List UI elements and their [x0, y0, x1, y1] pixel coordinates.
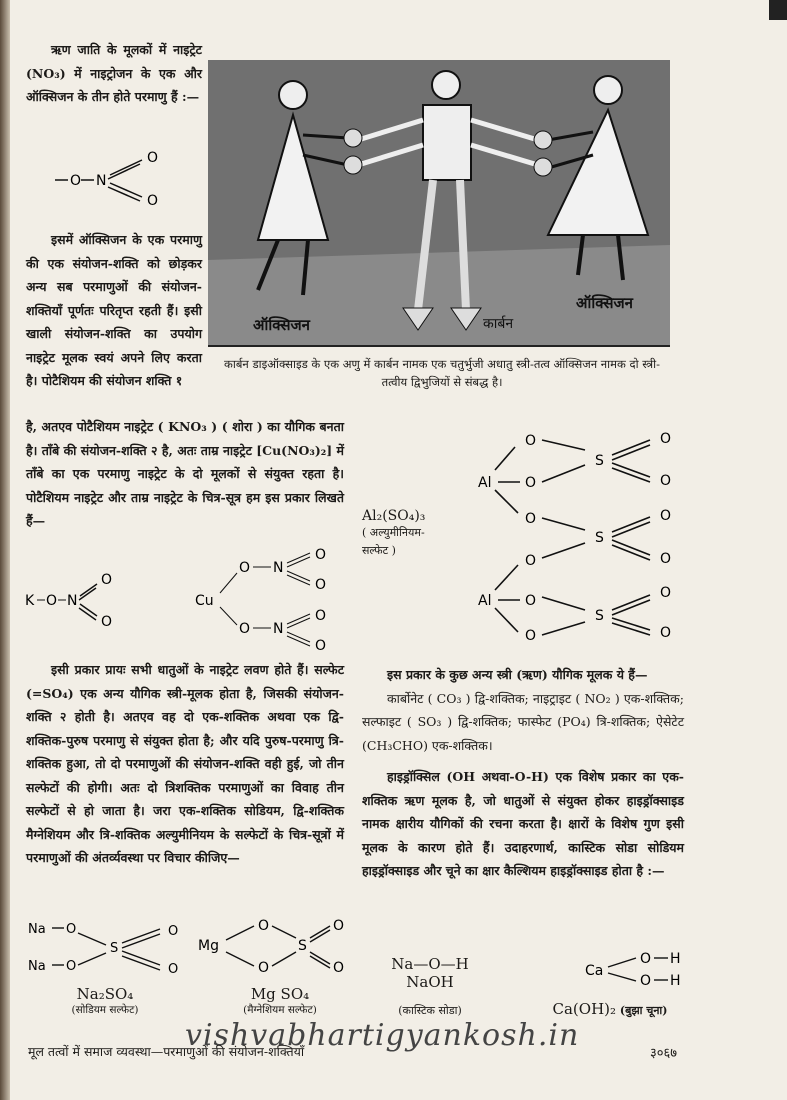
sodium-sulfate-name: (सोडियम सल्फेट) — [71, 1004, 139, 1016]
atom-label: S — [595, 608, 604, 624]
calcium-hydroxide-label — [525, 1000, 695, 1018]
nitrate-structure — [50, 145, 170, 215]
magnesium-sulfate-name: (मैग्नेशियम सल्फेट) — [243, 1004, 317, 1016]
atom-label: O — [525, 475, 537, 491]
atom-label: O — [660, 431, 672, 447]
sodium-hydroxide-formula: NaOH — [406, 973, 454, 991]
sodium-sulfate-label — [45, 985, 165, 1017]
atom-label: O — [239, 560, 251, 576]
page-corner — [769, 0, 787, 20]
atom-label: O — [640, 951, 652, 967]
label-oxygen-right: ऑक्सिजन — [576, 294, 633, 312]
paragraph-nitrates: है, अतएव पोटैशियम नाइट्रेट ( KNO₃ ) ( शोरा ) का यौगिक बनता है। ताँबे की संयोजन-शक्ति २ है, अतः ताम्र नाइट्रेट [Cu(NO₃)₂] में ताँबे का एक परमाणु नाइट्रेट के दो मूलकों से संयुक्त रहता है। पोटैशियम नाइट्रेट और ताम्र नाइट्रेट के चित्र-सूत्र हम इस प्रकार लिखते हैं— — [26, 419, 345, 528]
atom-label: Cu — [195, 593, 214, 609]
atom-label: O — [525, 553, 537, 569]
atom-label: O — [315, 577, 327, 593]
paragraph-radicals-list: कार्बोनेट ( CO₃ ) द्वि-शक्तिक; नाइट्राइट ( NO₂ ) एक-शक्तिक; सल्फाइट ( SO₃ ) द्वि-शक्तिक; फास्फेट (PO₄) त्रि-शक्तिक; ऐसेटेट (CH₃CHO) एक-शक्तिक। — [362, 690, 684, 753]
sodium-sulfate-structure — [28, 915, 188, 985]
label-oxygen-left: ऑक्सिजन — [253, 316, 310, 334]
paragraph-hydroxyl: हाइड्रॉक्सिल (OH अथवा-O-H) एक विशेष प्रकार का एक-शक्तिक ऋण मूलक है, जो धातुओं से संयुक्त होकर हाइड्रॉक्साइड नामक क्षारीय यौगिकों की रचना करता है। क्षारों के विशेष गुण इसी मूलक के कारण होते हैं। उदाहरणार्थ, कास्टिक सोडा सोडियम हाइड्रॉक्साइड और चूने का क्षार कैल्शियम हाइड्रॉक्साइड होता है :— — [362, 769, 684, 878]
atom-label: H — [670, 973, 681, 989]
atom-label: Al — [478, 593, 492, 609]
left-column-top — [26, 38, 202, 109]
atom-label: S — [595, 530, 604, 546]
right-column-bottom — [362, 663, 684, 883]
atom-label: Mg — [198, 938, 219, 954]
left-column-mid — [26, 228, 202, 393]
atom-label: O — [660, 625, 672, 641]
potassium-nitrate-structure — [25, 560, 125, 630]
atom-label: O — [168, 924, 179, 939]
atom-label: O — [70, 173, 82, 189]
atom-label: O — [101, 572, 113, 588]
atom-label: N — [273, 621, 284, 637]
atom-label: O — [525, 511, 537, 527]
sodium-sulfate-formula: Na₂SO₄ — [76, 985, 134, 1003]
aluminium-sulfate-label — [362, 508, 457, 560]
atom-label: O — [168, 962, 179, 977]
atom-label: O — [640, 973, 652, 989]
magnesium-sulfate-structure — [198, 910, 358, 985]
atom-label: O — [333, 918, 345, 934]
atom-label: Al — [478, 475, 492, 491]
atom-label: Ca — [585, 963, 604, 979]
atom-label: O — [525, 433, 537, 449]
label-carbon: कार्बन — [483, 316, 514, 332]
left-column-bottom — [26, 658, 344, 870]
atom-label: O — [66, 959, 77, 974]
running-title: मूल तत्वों में समाज व्यवस्था—परमाणुओं की संयोजन-शक्तियाँ — [28, 1044, 305, 1059]
atom-label: N — [273, 560, 284, 576]
copper-nitrate-structure — [195, 545, 345, 655]
paragraph-radicals-intro: इस प्रकार के कुछ अन्य स्त्री (ऋण) यौगिक मूलक ये हैं— — [387, 667, 648, 682]
atom-label: O — [525, 593, 537, 609]
atom-label: O — [147, 193, 159, 209]
atom-label: O — [660, 551, 672, 567]
aluminium-sulfate-formula: Al₂(SO₄)₃ — [362, 508, 426, 524]
paragraph-valency: इसमें ऑक्सिजन के एक परमाणु की एक संयोजन-शक्ति को छोड़कर अन्य सब परमाणुओं की संयोजन-शक्तियाँ पूर्णतः परितृप्त रहती हैं। इसी खाली संयोजन-शक्ति का उपयोग नाइट्रेट मूलक स्वयं अपने लिए करता है। पोटैशियम की संयोजन शक्ति १ — [26, 232, 202, 388]
atom-label: O — [660, 473, 672, 489]
figure-caption: कार्बन डाइऑक्साइड के एक अणु में कार्बन नामक एक चतुर्भुजी अधातु स्त्री-तत्व ऑक्सिजन नामक दो स्त्री-तत्वीय द्विभुजियों से संबद्ध है। — [224, 357, 660, 389]
atom-label: O — [101, 614, 113, 630]
page-number: ३०६७ — [650, 1046, 678, 1061]
atom-label: H — [670, 951, 681, 967]
aluminium-sulfate-structure — [470, 425, 685, 650]
calcium-hydroxide-formula: Ca(OH)₂ — [552, 1000, 617, 1018]
paragraph-sulfates: इसी प्रकार प्रायः सभी धातुओं के नाइट्रेट लवण होते हैं। सल्फेट (=SO₄) एक अन्य यौगिक स्त्री-मूलक होता है, जिसकी संयोजन-शक्ति २ होती है। अतएव वह दो एक-शक्तिक अथवा एक द्वि-शक्तिक-पुरुष परमाणु से संयुक्त होता है; और यदि पुरुष-परमाणु त्रि-शक्तिक हुआ, तो दो परमाणुओं की संयोजन-शक्ति वही हुई, जो तीन सल्फेटों की होगी। अतः दो त्रिशक्तिक परमाणुओं का विवाह तीन सल्फेटों से हो जाता है। जरा एक-शक्तिक सोडियम, द्वि-शक्तिक मैग्नेशियम और त्रि-शक्तिक अल्युमीनियम के सल्फेटों के चित्र-सूत्रों में परमाणुओं की अंतर्व्यवस्था पर विचार कीजिए— — [26, 662, 344, 865]
atom-label: K — [25, 593, 35, 609]
illustration-co2-molecule — [208, 60, 670, 347]
figure-drawing — [208, 60, 670, 345]
sodium-hydroxide-structure: Na—O—H — [391, 955, 469, 973]
atom-label: S — [298, 938, 307, 954]
atom-label: O — [147, 150, 159, 166]
atom-label: O — [258, 960, 270, 976]
atom-label: O — [315, 638, 327, 654]
atom-label: Na — [28, 959, 46, 974]
magnesium-sulfate-label — [215, 985, 345, 1017]
atom-label: O — [46, 593, 58, 609]
page-edge — [0, 0, 10, 1100]
atom-label: O — [315, 547, 327, 563]
calcium-hydroxide-name: (बुझा चूना) — [619, 1004, 668, 1017]
paragraph-nitrate-intro: ऋण जाति के मूलकों में नाइट्रेट (NO₃) में नाइट्रोजन के एक और ऑक्सिजन के तीन होते परमाणु हैं :— — [26, 42, 202, 104]
atom-label: O — [660, 585, 672, 601]
atom-label: N — [67, 593, 78, 609]
calcium-hydroxide-structure — [580, 945, 690, 995]
sodium-hydroxide-name: (कास्टिक सोडा) — [398, 1004, 462, 1017]
atom-label: N — [96, 173, 107, 189]
atom-label: O — [660, 508, 672, 524]
atom-label: O — [258, 918, 270, 934]
atom-label: O — [66, 922, 77, 937]
aluminium-sulfate-name: ( अल्युमीनियम-सल्फेट ) — [362, 526, 425, 557]
atom-label: O — [315, 608, 327, 624]
sodium-hydroxide-label — [375, 955, 485, 1018]
magnesium-sulfate-formula: Mg SO₄ — [250, 985, 310, 1003]
atom-label: O — [333, 960, 345, 976]
atom-label: S — [595, 453, 604, 469]
watermark: vishvabhartigyankosh.in — [185, 1018, 580, 1053]
atom-label: O — [525, 628, 537, 644]
atom-label: O — [239, 621, 251, 637]
atom-label: Na — [28, 922, 46, 937]
atom-label: S — [110, 941, 119, 956]
